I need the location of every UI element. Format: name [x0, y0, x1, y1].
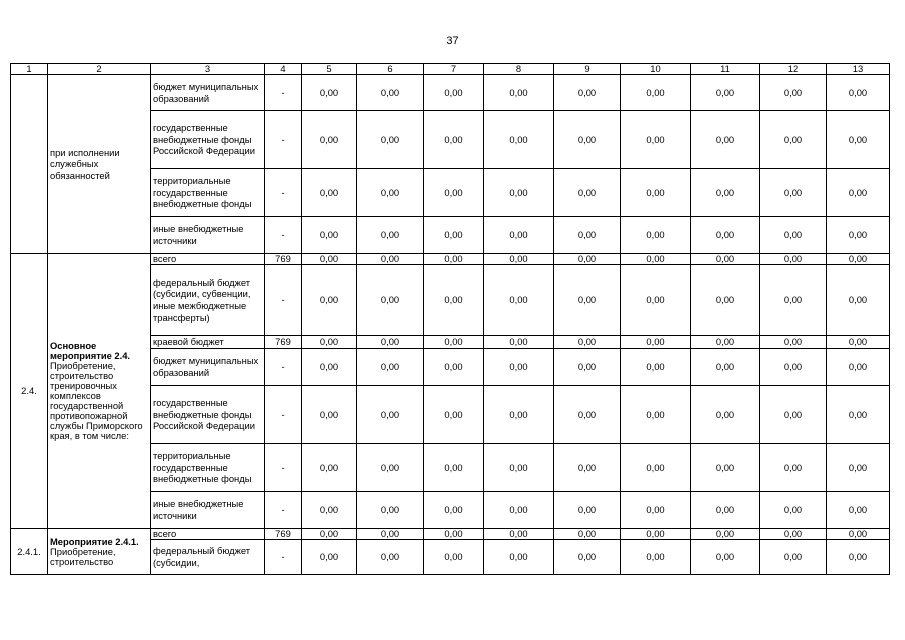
value-cell: 0,00: [827, 529, 890, 540]
value-cell: 0,00: [621, 75, 691, 111]
value-cell: 0,00: [357, 529, 424, 540]
code-cell: -: [265, 265, 302, 336]
value-cell: 0,00: [357, 540, 424, 575]
value-cell: 0,00: [302, 529, 357, 540]
value-cell: 0,00: [484, 75, 554, 111]
value-cell: 0,00: [554, 75, 621, 111]
value-cell: 0,00: [302, 336, 357, 349]
value-cell: 0,00: [827, 254, 890, 265]
value-cell: 0,00: [621, 349, 691, 386]
value-cell: 0,00: [827, 169, 890, 217]
value-cell: 0,00: [621, 492, 691, 529]
code-cell: -: [265, 349, 302, 386]
funding-source: всего: [151, 529, 265, 540]
value-cell: 0,00: [760, 169, 827, 217]
item-description: [48, 529, 151, 575]
value-cell: 0,00: [621, 336, 691, 349]
code-cell: 769: [265, 529, 302, 540]
value-cell: 0,00: [621, 265, 691, 336]
value-cell: 0,00: [691, 169, 760, 217]
value-cell: 0,00: [484, 254, 554, 265]
value-cell: 0,00: [424, 336, 484, 349]
value-cell: 0,00: [827, 336, 890, 349]
value-cell: 0,00: [760, 349, 827, 386]
value-cell: 0,00: [302, 217, 357, 254]
value-cell: 0,00: [484, 386, 554, 444]
item-description: [48, 75, 151, 254]
value-cell: 0,00: [357, 444, 424, 492]
value-cell: 0,00: [554, 217, 621, 254]
code-cell: -: [265, 492, 302, 529]
value-cell: 0,00: [760, 540, 827, 575]
value-cell: 0,00: [357, 217, 424, 254]
value-cell: 0,00: [357, 169, 424, 217]
column-header: 1: [11, 64, 48, 75]
code-cell: 769: [265, 336, 302, 349]
code-cell: -: [265, 386, 302, 444]
value-cell: 0,00: [760, 75, 827, 111]
value-cell: 0,00: [302, 75, 357, 111]
funding-source: иные внебюджетные источники: [151, 492, 265, 529]
value-cell: 0,00: [827, 540, 890, 575]
value-cell: 0,00: [760, 386, 827, 444]
value-cell: 0,00: [691, 444, 760, 492]
code-cell: -: [265, 75, 302, 111]
value-cell: 0,00: [302, 169, 357, 217]
funding-source: государственные внебюджетные фонды Российской Федерации: [151, 111, 265, 169]
value-cell: 0,00: [302, 111, 357, 169]
value-cell: 0,00: [760, 529, 827, 540]
item-number: 2.4.1.: [11, 529, 48, 575]
value-cell: 0,00: [424, 386, 484, 444]
value-cell: 0,00: [554, 540, 621, 575]
value-cell: 0,00: [760, 217, 827, 254]
value-cell: 0,00: [554, 254, 621, 265]
value-cell: 0,00: [302, 254, 357, 265]
table-body: [11, 64, 890, 575]
column-header: 12: [760, 64, 827, 75]
value-cell: 0,00: [554, 169, 621, 217]
value-cell: 0,00: [691, 75, 760, 111]
value-cell: 0,00: [621, 529, 691, 540]
value-cell: 0,00: [554, 336, 621, 349]
column-header: 10: [621, 64, 691, 75]
value-cell: 0,00: [760, 492, 827, 529]
column-header: 4: [265, 64, 302, 75]
value-cell: 0,00: [827, 444, 890, 492]
item-text: при исполнении служебных обязанностей: [50, 146, 120, 181]
value-cell: 0,00: [827, 75, 890, 111]
value-cell: 0,00: [827, 111, 890, 169]
value-cell: 0,00: [691, 492, 760, 529]
value-cell: 0,00: [691, 254, 760, 265]
value-cell: 0,00: [760, 254, 827, 265]
item-text: Приобретение, строительство: [50, 545, 116, 567]
funding-source: федеральный бюджет (субсидии, субвенции, иные межбюджетные трансферты): [151, 265, 265, 336]
item-text: Приобретение, строительство тренировочных комплексов государственной противопожарной службы Приморского края, в том числе:: [50, 360, 143, 441]
value-cell: 0,00: [484, 540, 554, 575]
value-cell: 0,00: [621, 254, 691, 265]
value-cell: 0,00: [357, 336, 424, 349]
value-cell: 0,00: [691, 386, 760, 444]
code-cell: -: [265, 169, 302, 217]
value-cell: 0,00: [424, 529, 484, 540]
column-header: 6: [357, 64, 424, 75]
column-header: 3: [151, 64, 265, 75]
funding-source: государственные внебюджетные фонды Российской Федерации: [151, 386, 265, 444]
value-cell: 0,00: [302, 349, 357, 386]
column-header: 2: [48, 64, 151, 75]
value-cell: 0,00: [554, 529, 621, 540]
column-header: 5: [302, 64, 357, 75]
value-cell: 0,00: [484, 336, 554, 349]
funding-source: всего: [151, 254, 265, 265]
funding-source: территориальные государственные внебюджетные фонды: [151, 444, 265, 492]
funding-source: территориальные государственные внебюджетные фонды: [151, 169, 265, 217]
value-cell: 0,00: [760, 265, 827, 336]
value-cell: 0,00: [357, 75, 424, 111]
funding-source: иные внебюджетные источники: [151, 217, 265, 254]
value-cell: 0,00: [424, 265, 484, 336]
code-cell: -: [265, 540, 302, 575]
value-cell: 0,00: [827, 217, 890, 254]
value-cell: 0,00: [302, 492, 357, 529]
funding-source: федеральный бюджет (субсидии,: [151, 540, 265, 575]
table-row: [11, 75, 890, 111]
table-row: [11, 529, 890, 540]
value-cell: 0,00: [357, 111, 424, 169]
column-header: 9: [554, 64, 621, 75]
value-cell: 0,00: [357, 254, 424, 265]
value-cell: 0,00: [691, 336, 760, 349]
funding-source: бюджет муниципальных образований: [151, 75, 265, 111]
value-cell: 0,00: [554, 492, 621, 529]
value-cell: 0,00: [691, 217, 760, 254]
value-cell: 0,00: [357, 492, 424, 529]
value-cell: 0,00: [621, 111, 691, 169]
value-cell: 0,00: [424, 111, 484, 169]
item-title: Мероприятие 2.4.1.: [50, 535, 139, 547]
value-cell: 0,00: [621, 386, 691, 444]
value-cell: 0,00: [484, 444, 554, 492]
value-cell: 0,00: [302, 265, 357, 336]
value-cell: 0,00: [621, 540, 691, 575]
code-cell: -: [265, 217, 302, 254]
value-cell: 0,00: [691, 540, 760, 575]
value-cell: 0,00: [621, 444, 691, 492]
item-number: 2.4.: [11, 254, 48, 529]
value-cell: 0,00: [760, 111, 827, 169]
value-cell: 0,00: [484, 169, 554, 217]
funding-source: бюджет муниципальных образований: [151, 349, 265, 386]
value-cell: 0,00: [827, 492, 890, 529]
value-cell: 0,00: [691, 529, 760, 540]
value-cell: 0,00: [827, 386, 890, 444]
header-row: [11, 64, 890, 75]
value-cell: 0,00: [691, 111, 760, 169]
value-cell: 0,00: [691, 265, 760, 336]
value-cell: 0,00: [760, 444, 827, 492]
value-cell: 0,00: [484, 492, 554, 529]
item-number: [11, 75, 48, 254]
page-number: 37: [446, 35, 459, 47]
value-cell: 0,00: [357, 386, 424, 444]
value-cell: 0,00: [484, 217, 554, 254]
column-header: 11: [691, 64, 760, 75]
value-cell: 0,00: [554, 386, 621, 444]
value-cell: 0,00: [424, 540, 484, 575]
value-cell: 0,00: [484, 529, 554, 540]
code-cell: -: [265, 444, 302, 492]
value-cell: 0,00: [424, 254, 484, 265]
value-cell: 0,00: [554, 265, 621, 336]
value-cell: 0,00: [424, 169, 484, 217]
column-header: 7: [424, 64, 484, 75]
code-cell: -: [265, 111, 302, 169]
column-header: 8: [484, 64, 554, 75]
value-cell: 0,00: [357, 265, 424, 336]
value-cell: 0,00: [621, 169, 691, 217]
value-cell: 0,00: [424, 349, 484, 386]
value-cell: 0,00: [302, 540, 357, 575]
value-cell: 0,00: [302, 386, 357, 444]
value-cell: 0,00: [554, 349, 621, 386]
budget-table: [10, 63, 890, 575]
value-cell: 0,00: [484, 349, 554, 386]
value-cell: 0,00: [760, 336, 827, 349]
table-row: [11, 254, 890, 265]
value-cell: 0,00: [484, 111, 554, 169]
value-cell: 0,00: [484, 265, 554, 336]
value-cell: 0,00: [554, 111, 621, 169]
value-cell: 0,00: [827, 349, 890, 386]
value-cell: 0,00: [424, 444, 484, 492]
value-cell: 0,00: [691, 349, 760, 386]
funding-source: краевой бюджет: [151, 336, 265, 349]
item-title: Основное мероприятие 2.4.: [50, 340, 131, 361]
code-cell: 769: [265, 254, 302, 265]
value-cell: 0,00: [424, 217, 484, 254]
value-cell: 0,00: [827, 265, 890, 336]
value-cell: 0,00: [554, 444, 621, 492]
value-cell: 0,00: [621, 217, 691, 254]
item-description: [48, 254, 151, 529]
value-cell: 0,00: [357, 349, 424, 386]
value-cell: 0,00: [424, 75, 484, 111]
column-header: 13: [827, 64, 890, 75]
value-cell: 0,00: [302, 444, 357, 492]
value-cell: 0,00: [424, 492, 484, 529]
